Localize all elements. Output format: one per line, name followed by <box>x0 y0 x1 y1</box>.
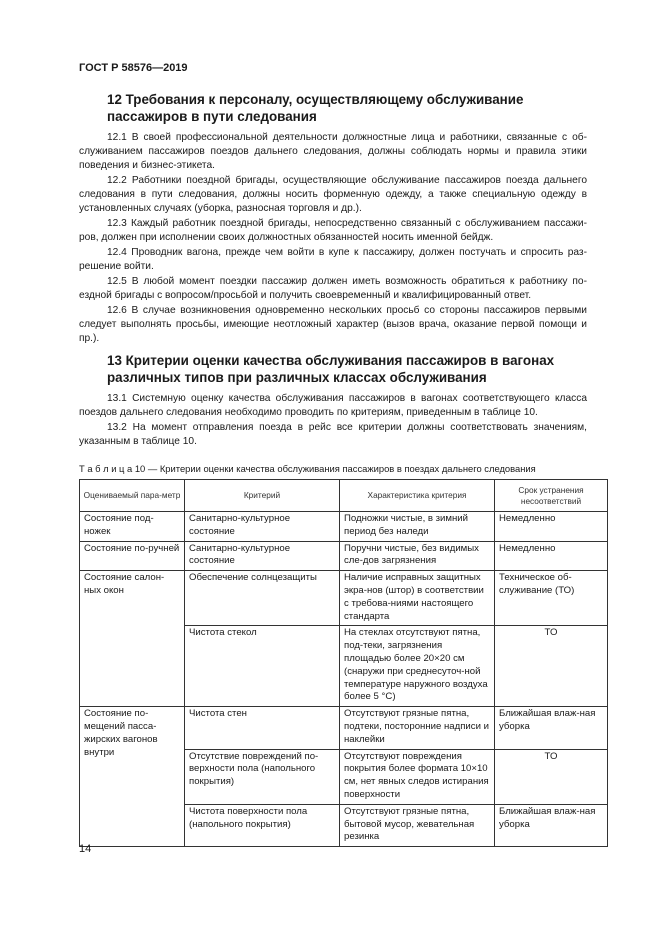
header-criterion: Критерий <box>185 480 340 512</box>
cell-deadline: Немедленно <box>495 541 608 571</box>
table-row <box>80 541 608 571</box>
document-id: ГОСТ Р 58576—2019 <box>79 62 188 74</box>
header-deadline: Срок устранения несоответствий <box>495 480 608 512</box>
cell-criterion: Отсутствие повреждений по-верхности пола (напольного покрытия) <box>185 749 340 804</box>
paragraph-12-4: 12.4 Проводник вагона, прежде чем войти в купе к пассажиру, должен постучать и спросить раз-решение войти. <box>79 247 587 273</box>
cell-deadline: ТО <box>495 626 608 707</box>
cell-characteristic: Поручни чистые, без видимых сле-дов загрязнения <box>340 541 495 571</box>
cell-deadline: Ближайшая влаж-ная уборка <box>495 707 608 749</box>
cell-parameter: Состояние по-ручней <box>80 541 185 571</box>
cell-criterion: Санитарно-культурное состояние <box>185 512 340 542</box>
paragraph-12-1: 12.1 В своей профессиональной деятельности должностные лица и работники, связанные с об-служиванием пассажиров поездов дальнего следования, должны соблюдать нормы и правила этики поведения и бизнес-этикета. <box>79 132 587 172</box>
table-row <box>80 571 608 626</box>
header-parameter: Оцениваемый пара-метр <box>80 480 185 512</box>
cell-deadline: Техническое об-служивание (ТО) <box>495 571 608 626</box>
table-row <box>80 707 608 749</box>
paragraph-12-2: 12.2 Работники поездной бригады, осуществляющие обслуживание пассажиров поезда дальнего следования в пути следования, должны носить форменную одежду, а также специальную одежду в установленных случаях (уборка, разносная торговля и др.). <box>79 175 587 215</box>
cell-characteristic: Подножки чистые, в зимний период без наледи <box>340 512 495 542</box>
cell-characteristic: Наличие исправных защитных экра-нов (штор) в соответствии с требова-ниями настоящего стандарта <box>340 571 495 626</box>
cell-characteristic: На стеклах отсутствуют пятна, под-теки, загрязнения площадью более 20×20 см (снаружи при среднесуточ-ной температуре наружного воздуха более 5 °С) <box>340 626 495 707</box>
paragraph-12-5: 12.5 В любой момент поездки пассажир должен иметь возможность обратиться к работнику по-ездной бригады с вопросом/просьбой и получить своевременный и квалифицированный ответ. <box>79 276 587 302</box>
cell-criterion: Чистота стекол <box>185 626 340 707</box>
table-caption: Т а б л и ц а 10 — Критерии оценки качества обслуживания пассажиров в поездах дальнего следования <box>79 463 536 474</box>
table-row <box>80 512 608 542</box>
criteria-table <box>79 479 608 847</box>
cell-criterion: Чистота стен <box>185 707 340 749</box>
section-13-title: 13 Критерии оценки качества обслуживания пассажиров в вагонах различных типов при различных классах обслуживания <box>107 353 555 385</box>
cell-characteristic: Отсутствуют грязные пятна, подтеки, посторонние надписи и наклейки <box>340 707 495 749</box>
cell-parameter: Состояние под-ножек <box>80 512 185 542</box>
paragraph-12-6: 12.6 В случае возникновения одновременно нескольких просьб со стороны пассажиров первыми следует выполнять просьбы, имеющие неотложный характер (вызов врача, оказание первой помощи и пр.). <box>79 305 587 345</box>
section-12-title: 12 Требования к персоналу, осуществляющему обслуживание пассажиров в пути следования <box>107 92 524 124</box>
cell-deadline: ТО <box>495 749 608 804</box>
header-characteristic: Характеристика критерия <box>340 480 495 512</box>
cell-criterion: Чистота поверхности пола (напольного покрытия) <box>185 804 340 846</box>
cell-parameter: Состояние по-мещений пасса-жирских вагонов внутри <box>80 707 185 847</box>
cell-deadline: Немедленно <box>495 512 608 542</box>
paragraph-13-1: 13.1 Системную оценку качества обслуживания пассажиров в вагонах соответствующего класса поездов дальнего следования необходимо проводить по критериям, приведенным в таблице 10. <box>79 393 587 419</box>
cell-characteristic: Отсутствуют грязные пятна, бытовой мусор, жевательная резинка <box>340 804 495 846</box>
cell-criterion: Обеспечение солнцезащиты <box>185 571 340 626</box>
cell-criterion: Санитарно-культурное состояние <box>185 541 340 571</box>
cell-deadline: Ближайшая влаж-ная уборка <box>495 804 608 846</box>
cell-characteristic: Отсутствуют повреждения покрытия более формата 10×10 см, нет явных следов истирания поверхности <box>340 749 495 804</box>
table-header-row <box>80 480 608 512</box>
paragraph-12-3: 12.3 Каждый работник поездной бригады, непосредственно связанный с обслуживанием пассажи-ров, должен при исполнении своих должностных обязанностей носить именной бейдж. <box>79 218 587 244</box>
paragraph-13-2: 13.2 На момент отправления поезда в рейс все критерии должны соответствовать значениям, указанным в таблице 10. <box>79 422 587 448</box>
page-number: 14 <box>79 843 92 855</box>
cell-parameter: Состояние салон-ных окон <box>80 571 185 707</box>
